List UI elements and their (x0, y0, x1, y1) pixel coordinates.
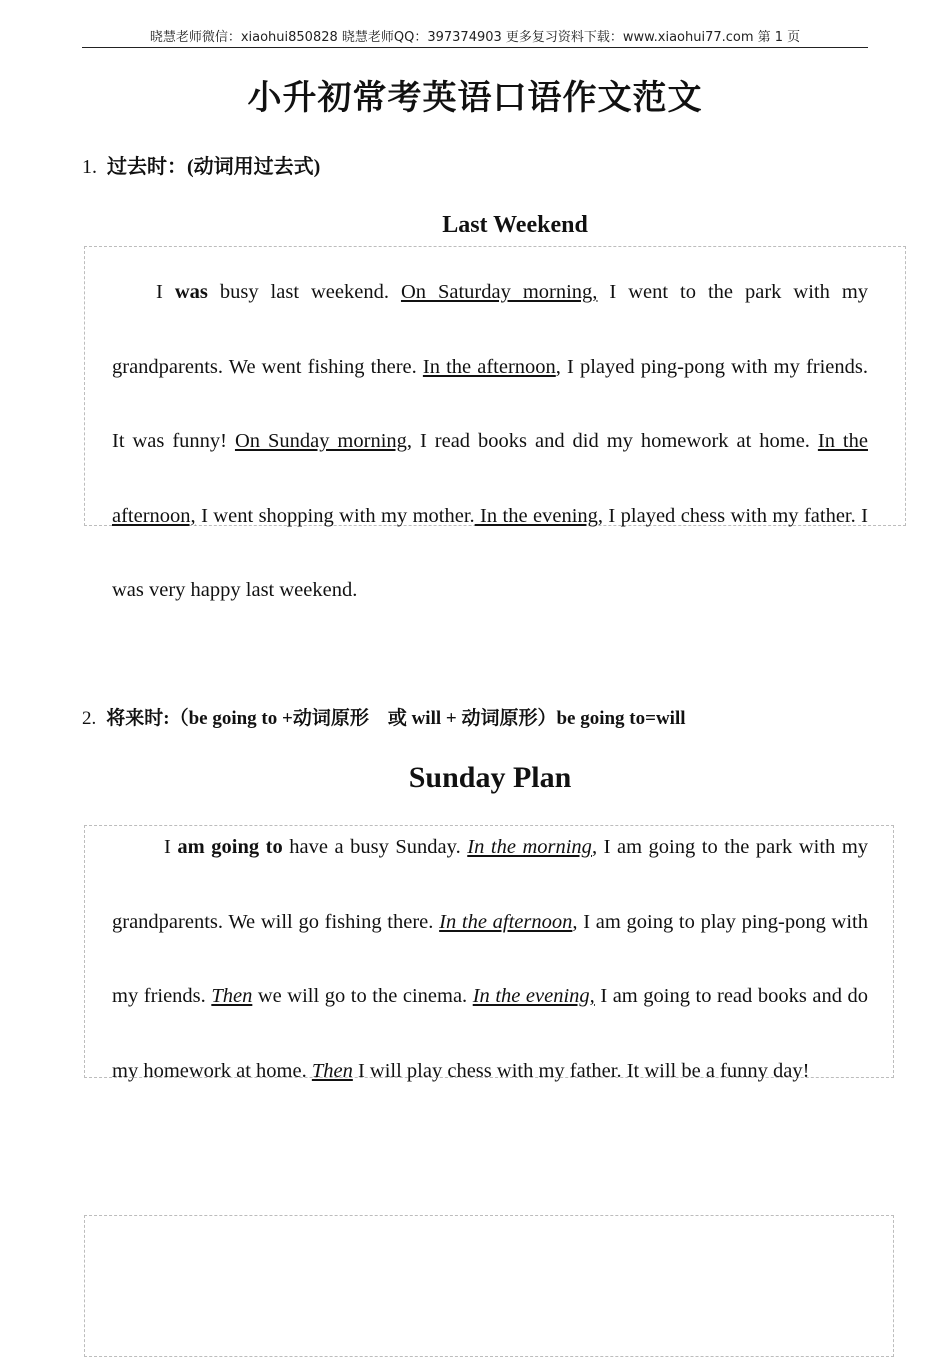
section-1-number: 1. (82, 156, 97, 178)
section-1-heading (82, 150, 320, 179)
essay-2-title: Sunday Plan (408, 761, 572, 794)
section-1-heading-text: 过去时：(动词用过去式) (107, 156, 321, 178)
empty-dashed-frame (84, 1215, 894, 1357)
page-title: 小升初常考英语口语作文范文 (247, 78, 703, 118)
section-2-number: 2. (82, 708, 97, 729)
essay-1-paragraph: I was busy last weekend. On Saturday morning, I went to the park with my grandparents. We went fishing there. In the afternoon, I played ping-pong with my friends. It was funny! On Sunday morning, I read books and did my homework at home. In the afternoon, I went shopping with my mother. In the evening, I played chess with my father. I was very happy last weekend. (112, 281, 869, 601)
essay-1-title: Last Weekend (442, 212, 588, 238)
essay-2-paragraph: I am going to have a busy Sunday. In the morning, I am going to the park with my grandparents. We will go fishing there. In the afternoon, I am going to play ping-pong with my friends. Then we will go to the cinema. In the evening, I am going to read books and do my homework at home. Then I will play chess with my father. It will be a funny day! (112, 836, 869, 1082)
page-header: 晓慧老师微信：xiaohui850828 晓慧老师QQ：397374903 更多复习资料下载：www.xiaohui77.com 第 1 页 (82, 26, 868, 48)
section-2-heading (82, 703, 686, 730)
section-2-heading-text: 将来时:（be going to +动词原形 或 will + 动词原形）be going to=will (106, 708, 686, 729)
